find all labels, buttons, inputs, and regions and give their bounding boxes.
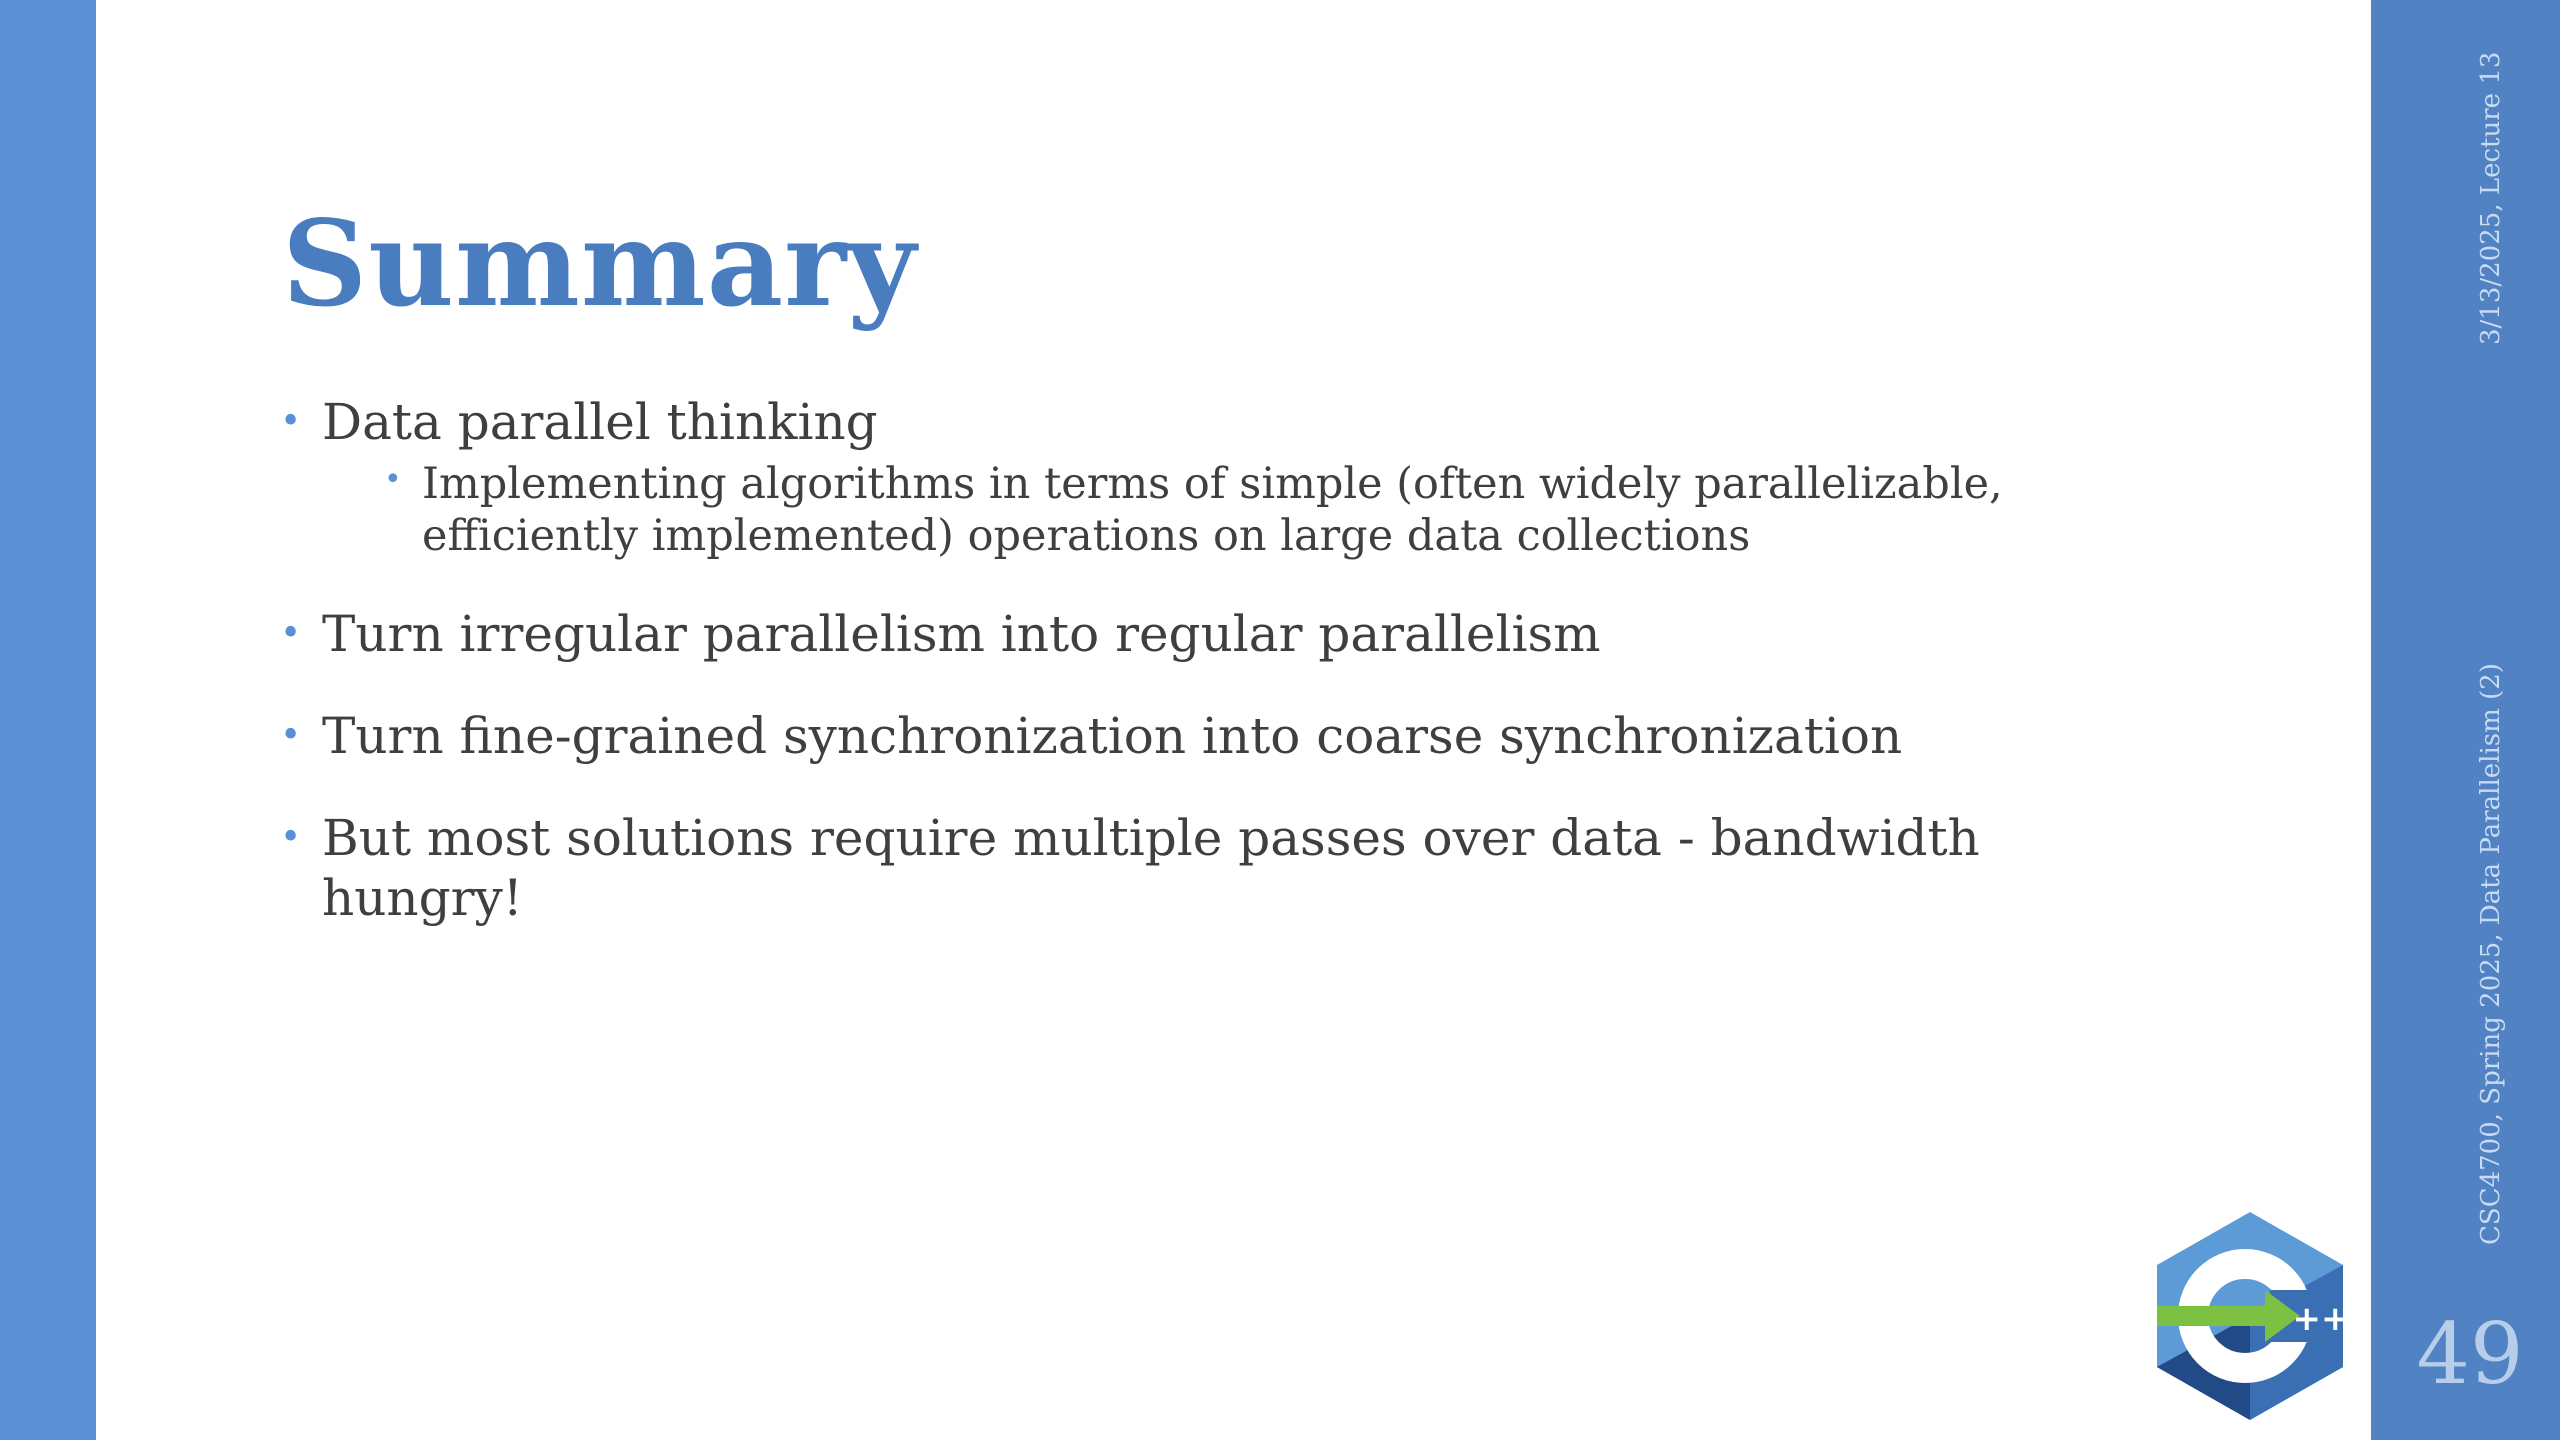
bullet-dot-icon: •: [280, 401, 302, 442]
left-accent-bar: [0, 0, 96, 1440]
bullet-dot-icon: •: [280, 817, 302, 858]
bullet-text: Turn fine-grained synchronization into coarse synchronization: [322, 707, 1903, 765]
bullet-dot-icon: •: [280, 715, 302, 756]
bullet-item: [280, 706, 2040, 766]
bullet-item: [280, 604, 2040, 664]
bullet-list: [280, 392, 2040, 970]
sub-bullet-dot-icon: •: [384, 462, 402, 497]
logo-arrow-shaft: [2157, 1306, 2277, 1326]
bullet-text-line1: But most solutions require multiple passes over data - bandwidth: [322, 809, 1980, 867]
bullet-text-line2: hungry!: [322, 869, 523, 927]
page-number: 49: [2416, 1305, 2524, 1403]
bullet-item: [280, 808, 2040, 928]
bullet-dot-icon: •: [280, 613, 302, 654]
right-sidebar: [2371, 0, 2560, 1440]
sidebar-date-lecture: 3/13/2025, Lecture 13: [2476, 51, 2506, 345]
cpp-logo-icon: [2145, 1210, 2355, 1422]
bullet-text: Data parallel thinking: [322, 393, 878, 451]
bullet-text: Turn irregular parallelism into regular parallelism: [322, 605, 1601, 663]
sub-bullet-text-line1: Implementing algorithms in terms of simple (often widely parallelizable,: [422, 459, 2003, 509]
sub-bullet-text-line2: efficiently implemented) operations on large data collections: [422, 511, 1751, 561]
sidebar-course-info: CSC4700, Spring 2025, Data Parallelism (2): [2476, 663, 2506, 1245]
bullet-item: [280, 392, 2040, 562]
slide-title: Summary: [282, 194, 917, 333]
logo-plus-plus: ++: [2292, 1299, 2350, 1339]
sub-bullet-item: [322, 458, 2040, 562]
